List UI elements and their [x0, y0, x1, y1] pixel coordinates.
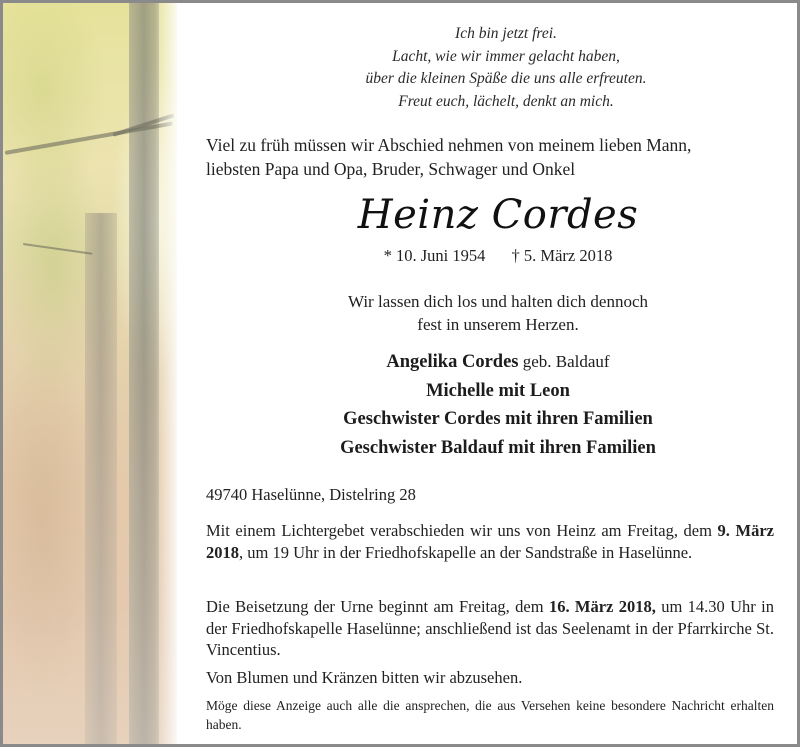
burial-date: 16. März 2018,	[548, 597, 656, 616]
notice-footnote: Möge diese Anzeige auch alle die ansprechen, die aus Versehen keine besondere Nachricht erhalten haben.	[206, 698, 774, 732]
poem-line: über die kleinen Späße die uns alle erfreuten.	[365, 70, 647, 87]
death-date: † 5. März 2018	[511, 246, 613, 265]
mourner: Geschwister Baldauf mit ihren Familien	[340, 437, 656, 458]
address: 49740 Haselünne, Distelring 28	[206, 485, 416, 504]
poem-line: Freut euch, lächelt, denkt an mich.	[398, 92, 614, 110]
poem-line: Lacht, wie wir immer gelacht haben,	[392, 47, 620, 65]
service-date: 9. März 2018	[206, 521, 774, 562]
deceased-name: Heinz Cordes	[357, 192, 639, 238]
poem-line: Ich bin jetzt frei.	[455, 25, 557, 42]
mourner: Geschwister Cordes mit ihren Familien	[343, 409, 653, 429]
birth-date: * 10. Juni 1954	[383, 246, 486, 265]
obituary-notice	[3, 3, 797, 744]
mourners-list	[198, 348, 797, 462]
flowers-paragraph: Von Blumen und Kränzen bitten wir abzusehen.	[206, 668, 523, 687]
service-paragraph: Mit einem Lichtergebet verabschieden wir uns von Heinz am Freitag, dem 9. März 2018, um 19 Uhr in der Friedhofskapelle an der Sandstraße in Haselünne.	[206, 521, 774, 562]
forest-image	[3, 3, 177, 744]
intro-text: Viel zu früh müssen wir Abschied nehmen von meinem lieben Mann, liebsten Papa und Opa, Bruder, Schwager und Onkel	[206, 135, 692, 179]
farewell-text: Wir lassen dich los und halten dich dennoch fest in unserem Herzen.	[347, 292, 649, 334]
burial-paragraph: Die Beisetzung der Urne beginnt am Freitag, dem 16. März 2018, um 14.30 Uhr in der Friedhofskapelle Haselünne; anschließend ist das Seelenamt in der Pfarrkirche St. Vincentius.	[206, 597, 774, 659]
mourner: Angelika Cordes geb. Baldauf	[386, 352, 610, 372]
poem	[198, 23, 774, 113]
life-dates	[198, 246, 797, 266]
mourner: Michelle mit Leon	[426, 380, 570, 401]
